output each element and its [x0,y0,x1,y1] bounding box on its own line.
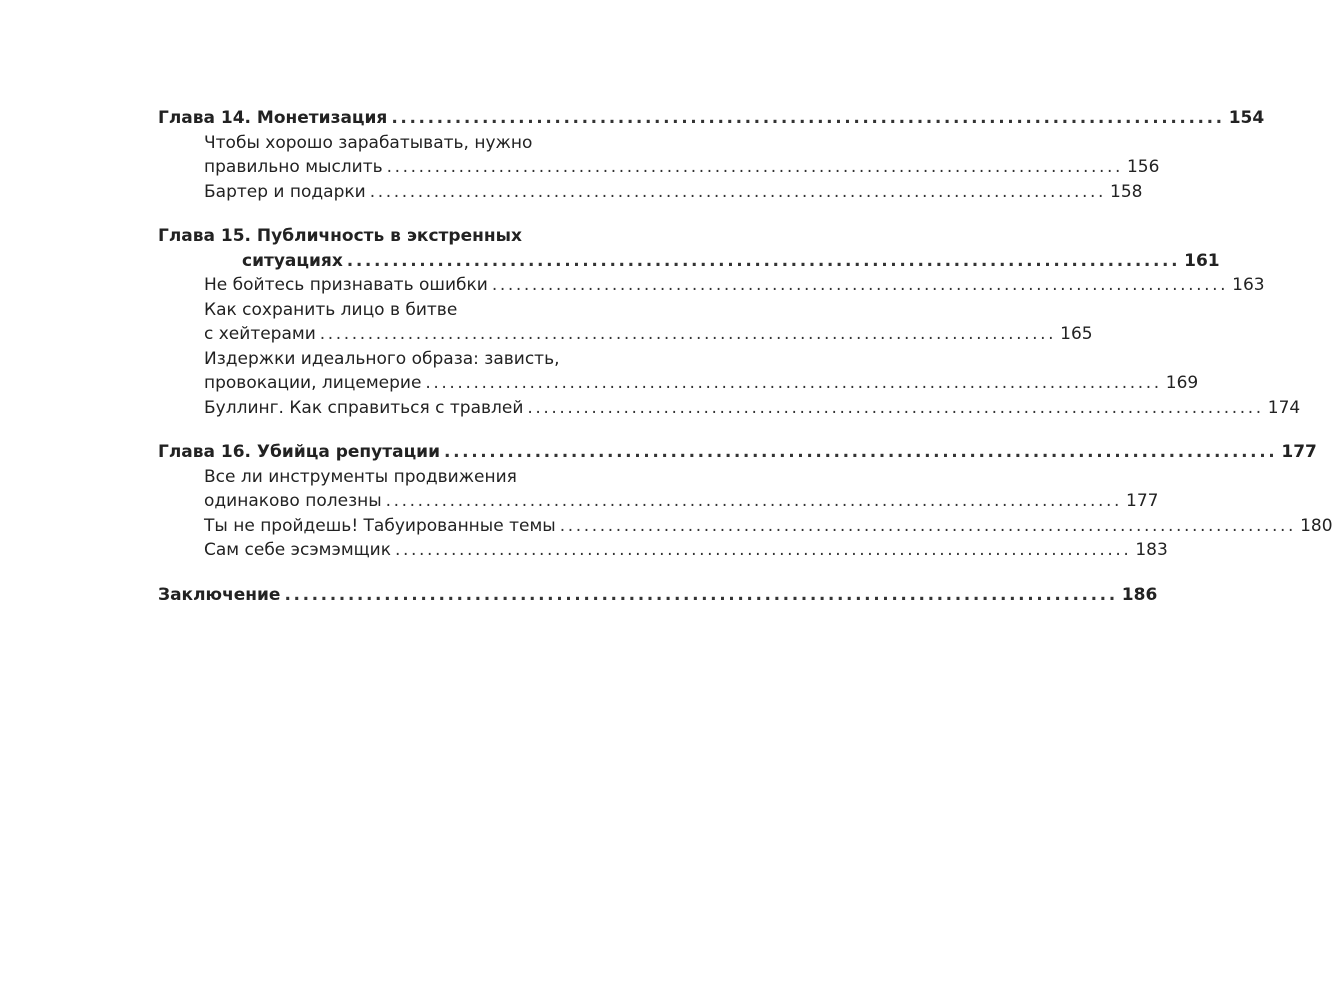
toc-section-line: Издержки идеального образа: зависть, [204,348,560,369]
toc-section [158,396,1301,421]
page-number: 177 [1281,442,1317,462]
dot-leader: ............................................................................................ [444,442,1278,462]
toc-section [158,514,1333,539]
section-title-text: правильно мыслить [204,157,383,177]
dot-leader: ............................................................................................ [391,108,1225,128]
toc-section [158,155,1160,180]
toc-chapter-title [158,583,1158,608]
toc-chapter-title [158,440,1317,465]
toc-section-line: Как сохранить лицо в битве [204,299,458,320]
toc-chapter-15 [158,224,1301,420]
chapter-title-line: Глава 15. Публичность в экстренных [158,226,522,246]
toc-section [158,180,1143,205]
page-number: 165 [1060,324,1093,344]
dot-leader: ............................................................................................ [425,373,1162,393]
dot-leader: ............................................................................................ [394,540,1132,560]
section-title-text: Не бойтесь признавать ошибки [204,275,488,295]
conclusion-title-text: Заключение [158,584,281,605]
section-title-text: одинаково полезны [204,491,382,511]
page-number: 158 [1110,181,1143,202]
toc-section [158,273,1265,298]
section-title-text: с хейтерами [204,324,316,344]
toc-chapter-14 [158,106,1265,204]
table-of-contents [158,106,1333,627]
page-number: 174 [1267,397,1301,418]
toc-section [158,371,1199,396]
dot-leader: ............................................................................................ [386,157,1123,177]
page-number: 183 [1135,540,1168,560]
chapter-title-text: Глава 16. Убийца репутации [158,442,441,462]
page-number: 154 [1228,108,1265,128]
page-number: 180 [1300,515,1333,536]
toc-chapter-title [158,106,1265,131]
page-number: 161 [1184,250,1220,271]
page-number: 186 [1121,584,1158,605]
page-number: 156 [1126,157,1160,177]
dot-leader: ............................................................................................ [385,491,1123,511]
section-title-text: провокации, лицемерие [204,373,422,393]
page-number: 177 [1126,491,1159,511]
page-number: 163 [1232,275,1265,295]
toc-section-line: Все ли инструменты продвижения [204,466,517,487]
toc-section [158,322,1093,347]
chapter-title-text: Глава 14. Монетизация [158,108,388,128]
section-title-text: Буллинг. Как справиться с травлей [204,397,524,418]
dot-leader: ............................................................................................ [559,515,1297,536]
chapter-title-text: ситуациях [242,250,343,271]
toc-section [158,538,1168,563]
toc-section-line: Чтобы хорошо зарабатывать, нужно [204,132,533,153]
toc-section [158,489,1159,514]
dot-leader: ............................................................................................ [319,324,1057,344]
toc-conclusion [158,583,1158,608]
toc-chapter-title [158,249,1220,274]
dot-leader: ............................................................................................ [491,275,1229,295]
dot-leader: ............................................................................................ [527,397,1264,418]
dot-leader: ............................................................................................ [346,250,1181,271]
section-title-text: Бартер и подарки [204,181,366,202]
dot-leader: ............................................................................................ [369,181,1107,202]
dot-leader: ............................................................................................ [284,584,1118,605]
section-title-text: Сам себе эсэмэмщик [204,540,391,560]
page-number: 169 [1165,373,1199,393]
toc-chapter-16 [158,440,1333,563]
section-title-text: Ты не пройдешь! Табуированные темы [204,515,556,536]
